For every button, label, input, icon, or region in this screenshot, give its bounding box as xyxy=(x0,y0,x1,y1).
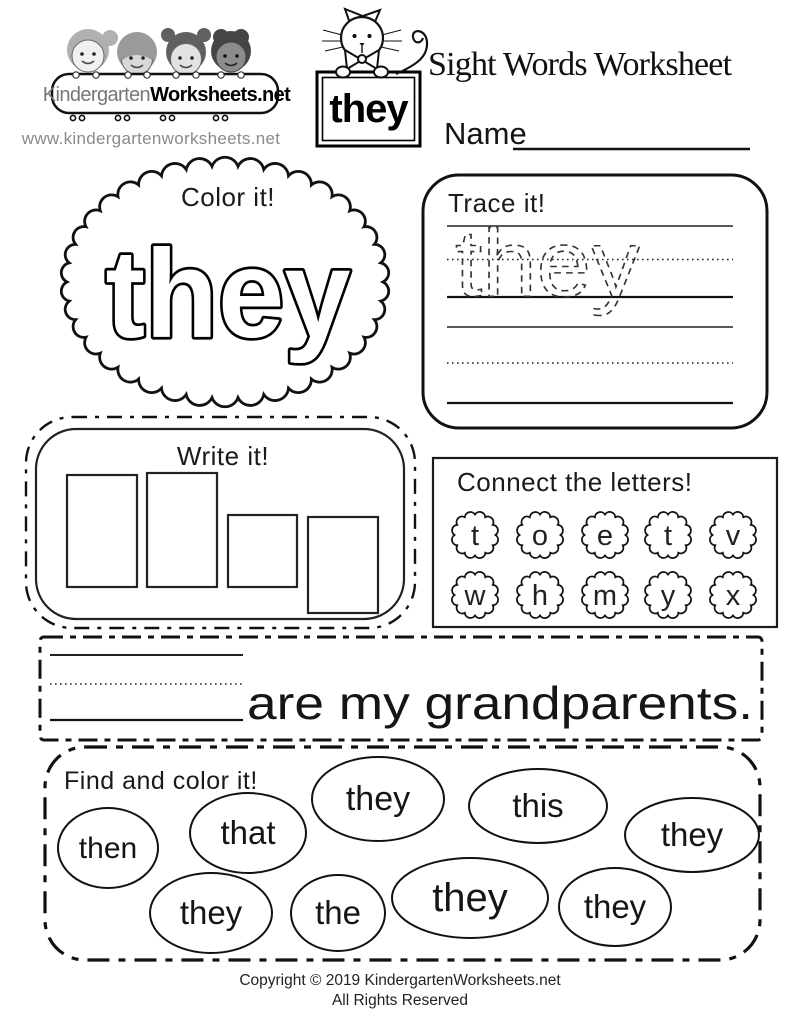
find-word: they xyxy=(179,893,243,931)
find-word: that xyxy=(220,813,276,851)
connect-letter[interactable]: t xyxy=(663,520,673,552)
find-word: they xyxy=(345,780,411,819)
footer-copyright: Copyright © 2019 KindergartenWorksheets.net xyxy=(239,972,561,989)
connect-letter[interactable]: v xyxy=(725,520,741,552)
letter-box[interactable] xyxy=(147,473,217,587)
cat-icon xyxy=(322,9,427,78)
find-word: they xyxy=(432,876,508,921)
trace-word[interactable]: they xyxy=(455,211,641,317)
letter-box[interactable] xyxy=(228,515,297,587)
letter-box[interactable] xyxy=(67,475,137,587)
worksheet-title: Sight Words Worksheet xyxy=(428,46,732,83)
badge-word: they xyxy=(329,86,408,131)
find-word: then xyxy=(78,831,138,865)
bubble-word[interactable]: they xyxy=(105,225,351,364)
site-url: www.kindergartenworksheets.net xyxy=(21,129,281,148)
brand-gray-part: Kindergarten xyxy=(42,83,151,106)
letter-box[interactable] xyxy=(308,517,378,613)
write-it-label: Write it! xyxy=(176,441,270,471)
sentence-text: are my grandparents. xyxy=(247,677,753,729)
connect-letter[interactable]: o xyxy=(531,520,549,552)
connect-letter[interactable]: e xyxy=(596,520,614,552)
kids-feet-icon xyxy=(70,115,227,120)
find-word: they xyxy=(583,887,647,925)
connect-letter[interactable]: w xyxy=(464,580,486,612)
kids-logo-icon xyxy=(67,28,251,75)
name-label: Name xyxy=(444,116,527,151)
find-word: this xyxy=(512,786,564,824)
footer-rights: All Rights Reserved xyxy=(331,992,469,1009)
color-it-label: Color it! xyxy=(180,182,276,212)
find-word: they xyxy=(660,815,724,853)
connect-letter[interactable]: m xyxy=(592,580,618,612)
connect-letter[interactable]: x xyxy=(725,580,741,612)
find-color-label: Find and color it! xyxy=(64,767,258,795)
connect-letter[interactable]: y xyxy=(660,580,676,612)
connect-label: Connect the letters! xyxy=(457,467,693,497)
connect-letter[interactable]: t xyxy=(470,520,480,552)
brand-bold-part: Worksheets.net xyxy=(150,83,291,106)
trace-it-label: Trace it! xyxy=(448,188,546,218)
find-word: the xyxy=(315,893,361,931)
connect-letter[interactable]: h xyxy=(531,580,549,612)
brand-text xyxy=(42,80,291,110)
